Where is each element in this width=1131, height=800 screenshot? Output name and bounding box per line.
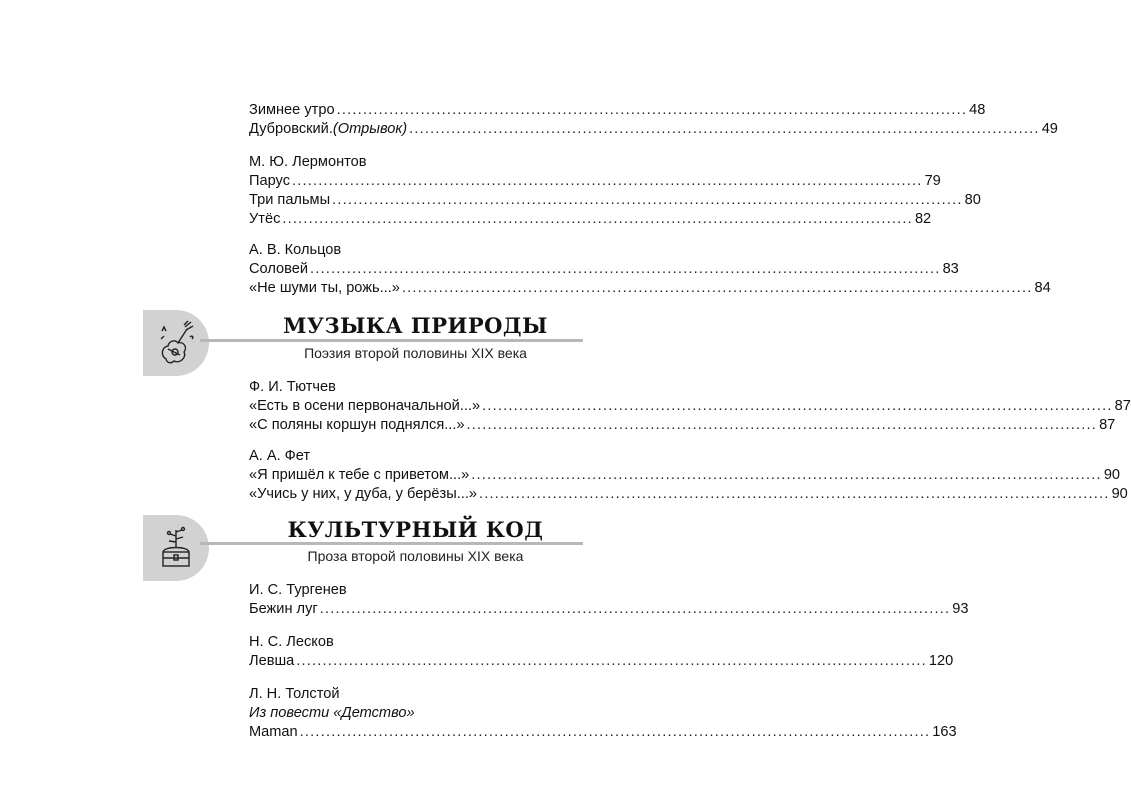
toc-entry[interactable] [249,466,1121,485]
toc-group-tyutchev [249,378,1131,435]
page-number: 93 [952,601,969,617]
page-number: 87 [1099,417,1116,433]
page-number: 83 [942,261,959,277]
entry-title: «Есть в осени первоначальной...» [249,398,481,414]
entry-title: Maman [249,724,298,740]
dot-leader: ........................................................................................................................ [310,261,941,277]
toc-entry[interactable] [249,397,1131,416]
section-subtitle: Проза второй половины XIX века [307,548,524,564]
dot-leader: ........................................................................................................................ [409,121,1040,137]
page-number: 48 [969,102,986,118]
dot-leader: ........................................................................................................................ [466,417,1098,433]
page-number: 79 [924,173,941,189]
toc-group-turgenev [249,581,969,619]
entry-title: «Я пришёл к тебе с приветом...» [249,467,470,483]
page-number: 120 [928,653,954,669]
toc-group-fet [249,447,1128,504]
dot-leader: ........................................................................................................................ [332,192,963,208]
guitar-icon [154,319,198,367]
entry-title: Зимнее утро [249,102,335,118]
dot-leader: ........................................................................................................................ [471,467,1102,483]
entry-title: Утёс [249,211,281,227]
entry-title: «С поляны коршун поднялся...» [249,417,465,433]
page-number: 163 [932,724,957,740]
toc-entry[interactable] [249,600,969,619]
entry-title: Дубровский. [249,121,333,137]
entry-title: Три пальмы [249,192,331,208]
toc-entry[interactable] [249,416,1116,435]
author-name: А. В. Кольцов [249,242,342,258]
dot-leader: ........................................................................................................................ [319,601,951,617]
section-divider [200,542,583,545]
dot-leader: ........................................................................................................................ [292,173,923,189]
dot-leader: ........................................................................................................................ [299,724,931,740]
section-tab-culture [143,515,209,581]
author-name: Л. Н. Толстой [249,686,340,702]
dot-leader: ........................................................................................................................ [336,102,968,118]
work-note: Из повести «Детство» [249,705,415,721]
toc-entry[interactable] [249,210,932,229]
toc-entry[interactable] [249,485,1128,504]
toc-entry[interactable] [249,260,959,279]
dot-leader: ........................................................................................................................ [296,653,927,669]
page-number: 90 [1111,486,1128,502]
section-title: КУЛЬТУРНЫЙ КОД [287,517,544,542]
author-name: А. А. Фет [249,448,311,464]
entry-title: Левша [249,653,295,669]
entry-title: «Не шуми ты, рожь...» [249,280,400,296]
toc-group-tolstoy [249,685,957,742]
toc-entry[interactable] [249,652,954,671]
entry-title: Парус [249,173,290,189]
toc-group-leskov [249,633,954,671]
toc-group-koltsov [249,241,1051,298]
toc-entry[interactable] [249,723,957,742]
author-name: Ф. И. Тютчев [249,379,336,395]
page-number: 87 [1114,398,1131,414]
toc-entry[interactable] [249,120,1058,139]
dot-leader: ........................................................................................................................ [482,398,1113,414]
entry-title-italic: (Отрывок) [332,121,408,137]
page-number: 49 [1041,121,1058,137]
section-subtitle: Поэзия второй половины XIX века [304,345,527,361]
author-name: И. С. Тургенев [249,582,347,598]
dot-leader: ........................................................................................................................ [282,211,913,227]
page-number: 80 [964,192,981,208]
treasure-chest-icon [154,524,198,572]
author-name: М. Ю. Лермонтов [249,154,367,170]
entry-title: Соловей [249,261,308,277]
page-number: 82 [914,211,932,227]
toc-entry[interactable] [249,172,941,191]
section-title: МУЗЫКА ПРИРОДЫ [283,313,548,338]
author-name: Н. С. Лесков [249,634,334,650]
page-number: 84 [1034,280,1051,296]
section-divider [200,339,583,342]
dot-leader: ........................................................................................................................ [479,486,1110,502]
toc-group-pushkin [249,101,1058,139]
toc-entry[interactable] [249,279,1051,298]
entry-title: «Учись у них, у дуба, у берёзы...» [249,486,477,502]
dot-leader: ........................................................................................................................ [401,280,1033,296]
section-tab-music [143,310,209,376]
toc-group-lermontov [249,153,981,229]
toc-entry[interactable] [249,101,986,120]
toc-entry[interactable] [249,191,981,210]
entry-title: Бежин луг [249,601,318,617]
page-number: 90 [1103,467,1121,483]
